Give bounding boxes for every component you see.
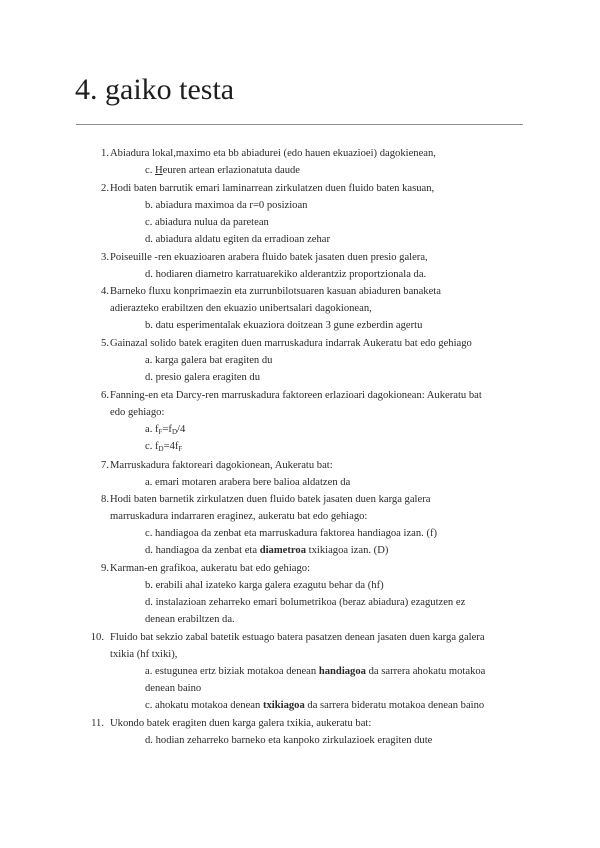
question-3: Poiseuille -ren ekuazioaren arabera fluido batek jasaten duen presio galera, xyxy=(110,252,428,263)
question-10: Fluido bat sekzio zabal batetik estuago batera pasatzen denean jasaten duen karga galera xyxy=(110,632,485,643)
title-divider xyxy=(76,124,523,125)
question-11: Ukondo batek eragiten duen karga galera txikia, aukeratu bat: xyxy=(110,718,372,729)
question-4-cont: adierazteko erabiltzen den ekuazio unibertsalari dagokionean, xyxy=(110,303,372,314)
question-8-cont: marruskadura indarraren eraginez, aukeratu bat edo gehiago: xyxy=(110,511,368,522)
question-2: Hodi baten barrutik emari laminarrean zirkulatzen duen fluido baten kasuan, xyxy=(110,183,435,194)
answer-5a: a. karga galera bat eragiten du xyxy=(145,355,273,366)
formula-part: =4f xyxy=(163,441,179,452)
question-number: 6. xyxy=(101,390,109,401)
answer-2c: c. abiadura nulua da paretean xyxy=(145,217,269,228)
answer-9b: b. erabili ahal izateko karga galera ezagutu behar da (hf) xyxy=(145,580,384,591)
formula-part: =f xyxy=(162,424,172,435)
answer-text: c. ahokatu motakoa denean xyxy=(145,700,263,711)
page-title: 4. gaiko testa xyxy=(75,73,235,106)
question-number: 2. xyxy=(101,183,109,194)
question-6: Fanning-en eta Darcy-ren marruskadura faktoreen erlazioari dagokionean: Aukeratu bat xyxy=(110,390,482,401)
answer-9d-cont: denean erabiltzen da. xyxy=(145,614,235,625)
answer-bold-term: txikiagoa xyxy=(262,700,305,711)
answer-10c xyxy=(145,697,530,715)
question-1: Abiadura lokal,maximo eta bb abiadurei (edo hauen ekuazioei) dagokienean, xyxy=(110,148,436,159)
question-5: Gainazal solido batek eragiten duen marruskadura indarrak Aukeratu bat edo gehiago xyxy=(110,338,472,349)
answer-rest: euren artean erlazionatuta daude xyxy=(162,165,300,176)
formula-subscript: F xyxy=(158,428,163,436)
formula-part: c. f xyxy=(145,441,159,452)
question-9: Karman-en grafikoa, aukeratu bat edo gehiago: xyxy=(110,563,311,574)
question-number: 10. xyxy=(90,632,104,643)
formula-part: /4 xyxy=(177,424,186,435)
question-number: 7. xyxy=(101,460,109,471)
answer-text: a. estugunea ertz biziak motakoa denean xyxy=(145,666,319,677)
question-number: 9. xyxy=(101,563,109,574)
question-10-cont: txikia (hf txiki), xyxy=(110,649,178,660)
answer-text: da sarrera bideratu motakoa denean baino xyxy=(304,700,485,711)
question-8: Hodi baten barnetik zirkulatzen duen fluido batek jasaten duen karga galera xyxy=(110,494,431,505)
question-number: 5. xyxy=(101,338,109,349)
answer-text: da sarrera ahokatu motakoa xyxy=(365,666,486,677)
question-number: 11. xyxy=(91,718,104,729)
answer-5d: d. presio galera eragiten du xyxy=(145,372,261,383)
answer-8c: c. handiagoa da zenbat eta marruskadura faktorea handiagoa izan. (f) xyxy=(145,528,438,539)
question-number: 1. xyxy=(101,148,109,159)
answer-bold-term: handiagoa xyxy=(318,666,366,677)
answer-text: txikiagoa izan. (D) xyxy=(306,545,389,556)
answer-4b: b. datu esperimentalak ekuaziora doitzean 3 gune ezberdin agertu xyxy=(145,320,423,331)
formula-subscript: D xyxy=(171,428,178,436)
answer-bold-term: diametroa xyxy=(259,545,307,556)
answer-10a xyxy=(145,663,530,681)
answer-8d xyxy=(145,542,530,560)
question-4: Barneko fluxu konprimaezin eta zurrunbilotsuaren kasuan abiaduren banaketa xyxy=(110,286,441,297)
answer-2b: b. abiadura maximoa da r=0 posizioan xyxy=(145,200,308,211)
answer-11d: d. hodian zeharreko barneko eta kanpoko zirkulazioek eragiten dute xyxy=(145,735,433,746)
question-6-cont: edo gehiago: xyxy=(110,407,165,418)
answer-10a-cont: denean baino xyxy=(145,683,202,694)
answer-underlined-letter: H xyxy=(155,165,163,176)
answer-6c xyxy=(145,438,530,459)
formula-subscript: F xyxy=(178,445,183,453)
question-number: 8. xyxy=(101,494,109,505)
answer-text: d. handiagoa da zenbat eta xyxy=(145,545,260,556)
formula-subscript: D xyxy=(158,445,164,453)
question-7: Marruskadura faktoreari dagokionean, Aukeratu bat: xyxy=(110,460,333,471)
answer-3d: d. hodiaren diametro karratuarekiko alderantziz proportzionala da. xyxy=(145,269,427,280)
answer-9d: d. instalazioan zeharreko emari bolumetrikoa (beraz abiadura) ezagutzen ez xyxy=(145,597,466,608)
answer-prefix: c. xyxy=(145,165,155,176)
answer-7a: a. emari motaren arabera bere balioa aldatzen da xyxy=(145,477,351,488)
answer-2d: d. abiadura aldatu egiten da erradioan zehar xyxy=(145,234,330,245)
answer-1c xyxy=(145,162,530,180)
question-number: 3. xyxy=(101,252,109,263)
formula-part: a. f xyxy=(145,424,159,435)
question-number: 4. xyxy=(101,286,109,297)
